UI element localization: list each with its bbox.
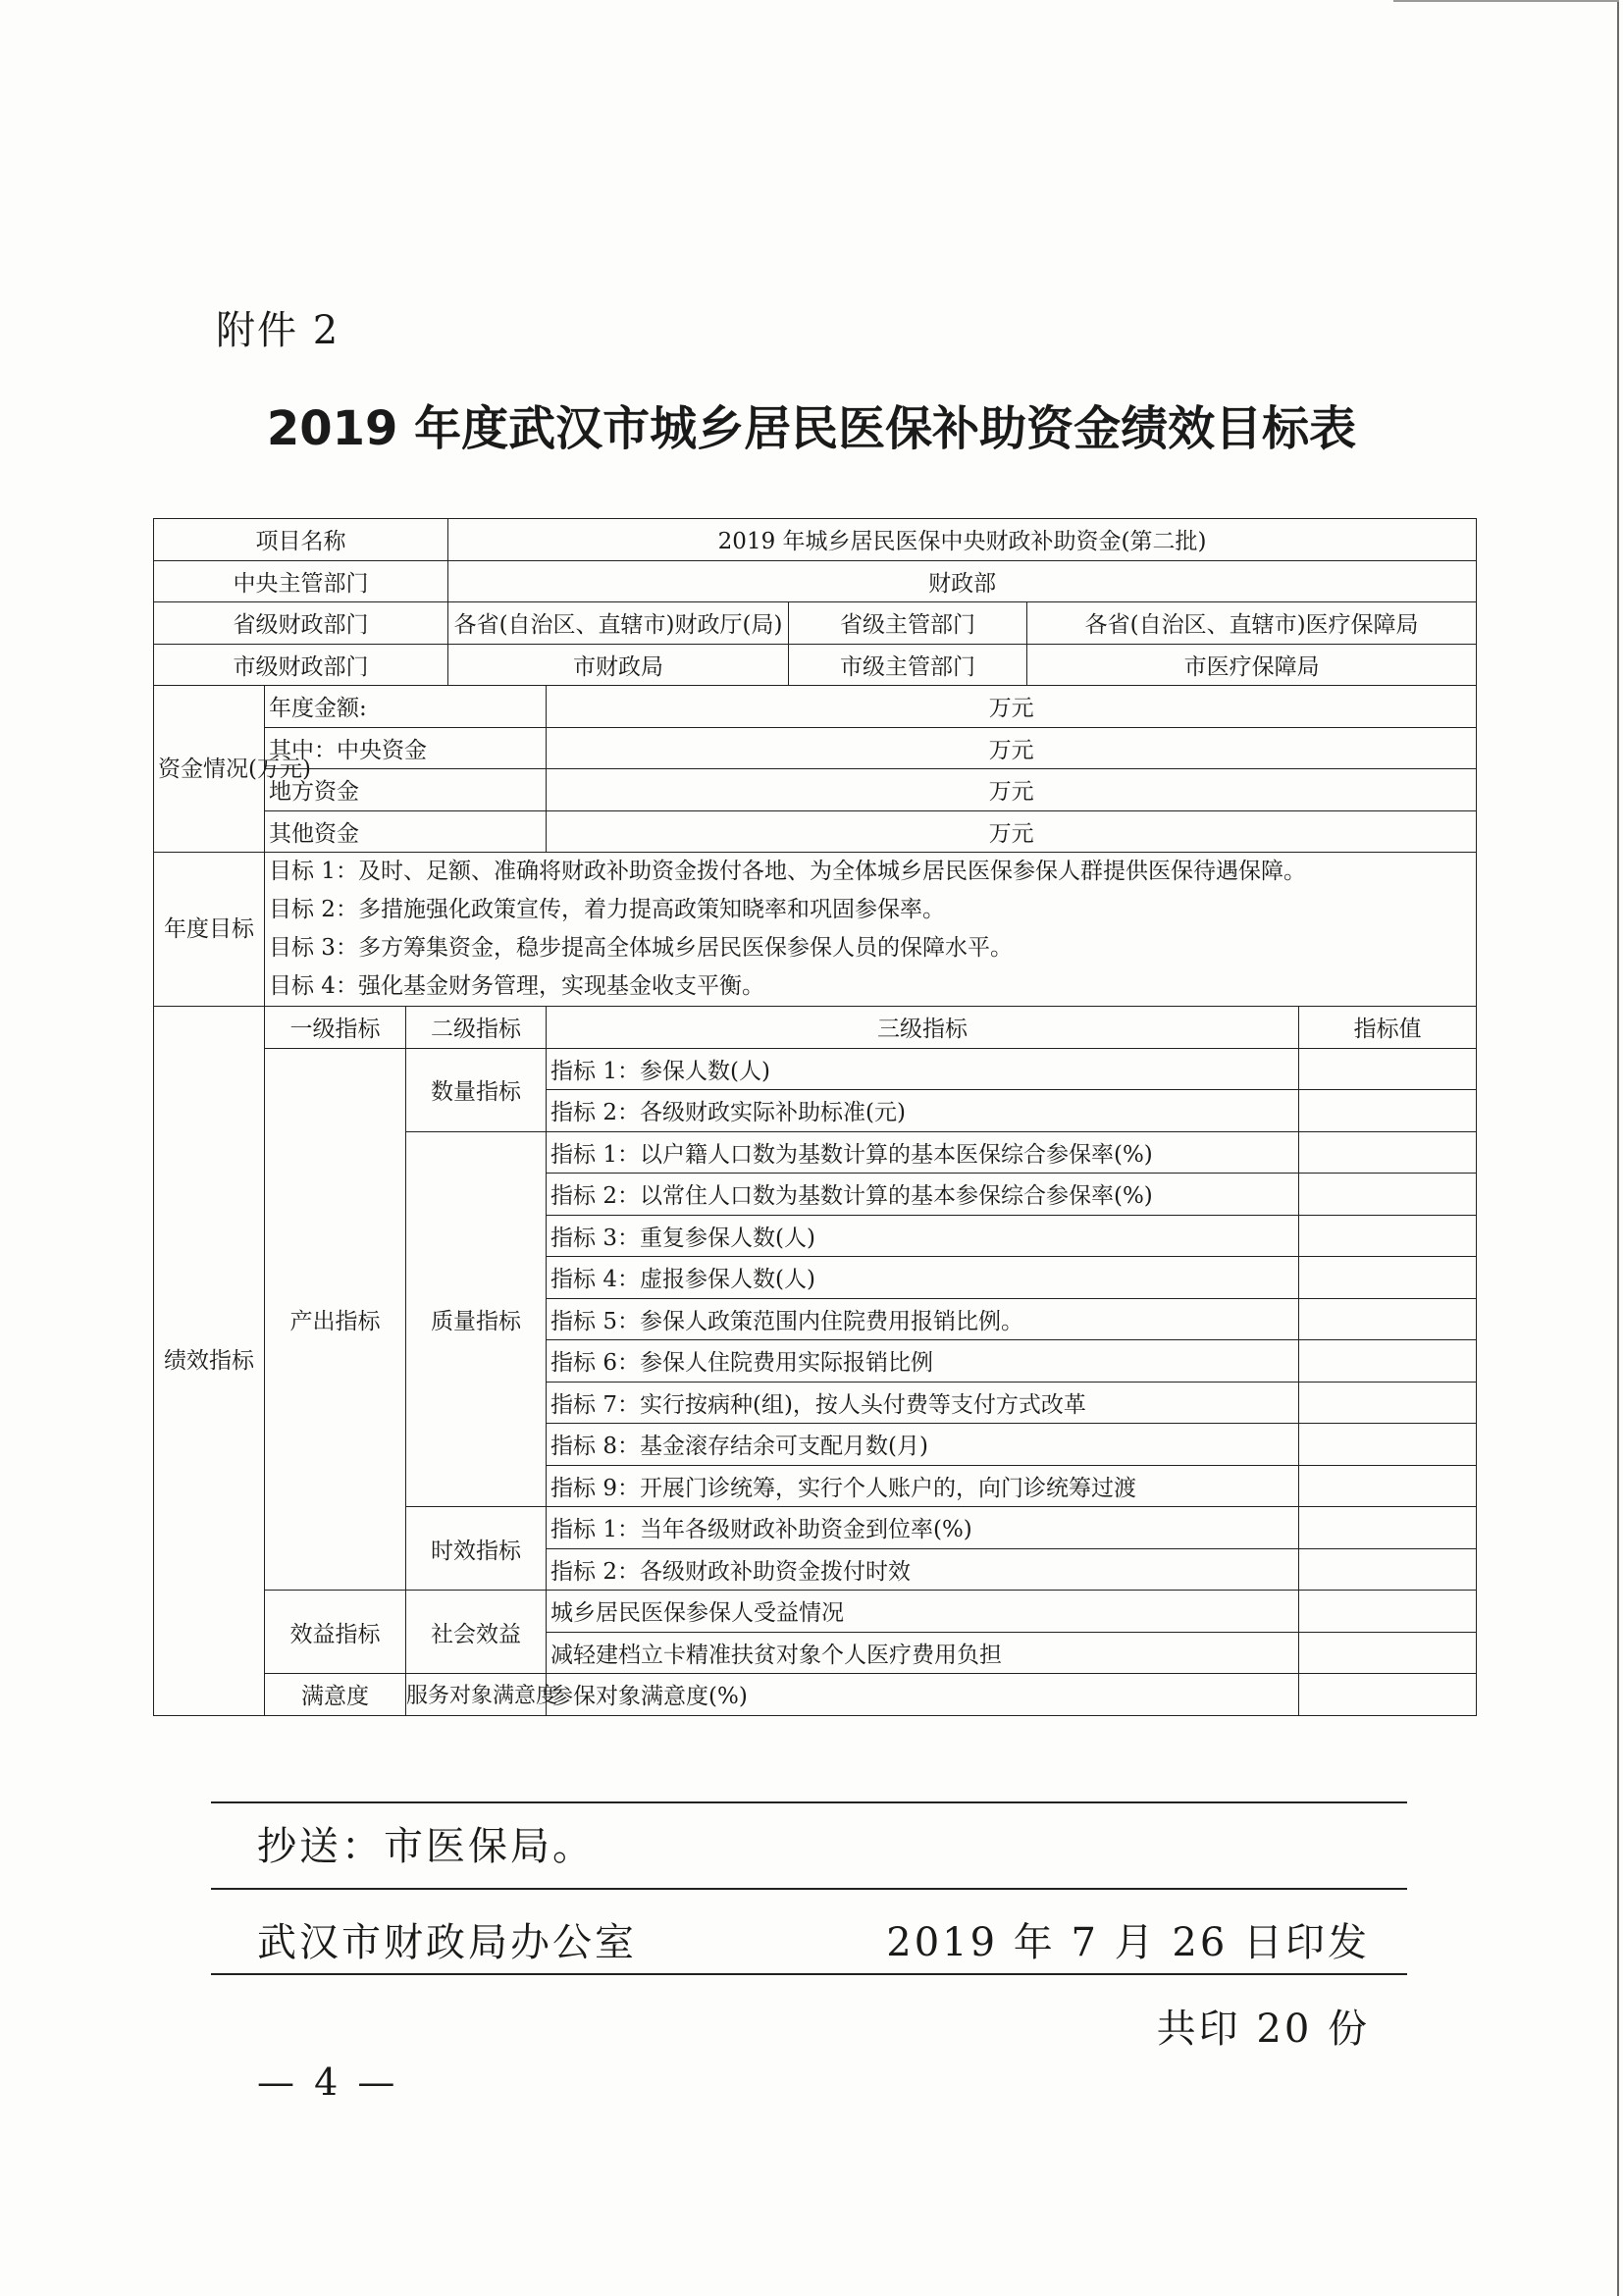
issue-date: 2019 年 7 月 26 日印发 (886, 1920, 1370, 1965)
prov-finance-label: 省级财政部门 (154, 602, 448, 645)
city-dept-value: 市医疗保障局 (1027, 644, 1477, 686)
satisfaction-label: 满意度 (265, 1674, 406, 1716)
footer-rule-middle (211, 1888, 1407, 1890)
quality-item-7: 指标 7：实行按病种(组)，按人头付费等支付方式改革 (547, 1382, 1299, 1424)
indicator-value-cell (1299, 1674, 1477, 1716)
central-dept-label: 中央主管部门 (154, 560, 448, 602)
funds-central-value: 万元 (547, 727, 1477, 769)
performance-target-table (153, 518, 1477, 1716)
indicator-value-cell (1299, 1424, 1477, 1466)
project-name-value: 2019 年城乡居民医保中央财政补助资金(第二批) (448, 519, 1477, 561)
funds-annual-value: 万元 (547, 686, 1477, 728)
funds-central-label: 其中：中央资金 (265, 727, 547, 769)
quality-item-5: 指标 5：参保人政策范围内住院费用报销比例。 (547, 1298, 1299, 1340)
header-level1: 一级指标 (265, 1007, 406, 1049)
social-item-2: 减轻建档立卡精准扶贫对象个人医疗费用负担 (547, 1632, 1299, 1674)
quantity-item-2: 指标 2：各级财政实际补助标准(元) (547, 1090, 1299, 1132)
goal-3: 目标 3：多方筹集资金，稳步提高全体城乡居民医保参保人员的保障水平。 (269, 935, 1013, 961)
timeliness-indicators-label: 时效指标 (406, 1507, 547, 1591)
city-finance-label: 市级财政部门 (154, 644, 448, 686)
indicator-value-cell (1299, 1382, 1477, 1424)
quantity-item-1: 指标 1：参保人数(人) (547, 1048, 1299, 1090)
social-benefit-label: 社会效益 (406, 1591, 547, 1674)
prov-dept-value: 各省(自治区、直辖市)医疗保障局 (1027, 602, 1477, 645)
indicator-value-cell (1299, 1090, 1477, 1132)
indicator-value-cell (1299, 1548, 1477, 1591)
service-satisfaction-label: 服务对象满意度 (406, 1674, 547, 1716)
performance-indicators-label: 绩效指标 (154, 1007, 265, 1716)
city-dept-label: 市级主管部门 (789, 644, 1027, 686)
indicator-value-cell (1299, 1465, 1477, 1507)
footer-rule-bottom (211, 1973, 1407, 1975)
benefit-indicators-label: 效益指标 (265, 1591, 406, 1674)
quality-indicators-label: 质量指标 (406, 1131, 547, 1507)
annual-goals-cell (265, 853, 1477, 1007)
indicator-value-cell (1299, 1215, 1477, 1257)
timeliness-item-1: 指标 1：当年各级财政补助资金到位率(%) (547, 1507, 1299, 1549)
city-finance-value: 市财政局 (448, 644, 789, 686)
annual-goals-label: 年度目标 (154, 853, 265, 1007)
funds-other-value: 万元 (547, 810, 1477, 853)
satisfaction-item-1: 参保对象满意度(%) (547, 1674, 1299, 1716)
goal-1: 目标 1：及时、足额、准确将财政补助资金拨付各地、为全体城乡居民医保参保人群提供医保待遇保障。 (269, 859, 1306, 884)
indicator-value-cell (1299, 1507, 1477, 1549)
funds-label: 资金情况(万元) (154, 686, 265, 853)
quality-item-4: 指标 4：虚报参保人数(人) (547, 1257, 1299, 1299)
project-name-label: 项目名称 (154, 519, 448, 561)
header-level2: 二级指标 (406, 1007, 547, 1049)
copies-count: 共印 20 份 (1156, 2007, 1370, 2052)
indicator-value-cell (1299, 1298, 1477, 1340)
page-title: 2019 年度武汉市城乡居民医保补助资金绩效目标表 (266, 401, 1357, 456)
central-dept-value: 财政部 (448, 560, 1477, 602)
prov-finance-value: 各省(自治区、直辖市)财政厅(局) (448, 602, 789, 645)
quality-item-2: 指标 2：以常住人口数为基数计算的基本参保综合参保率(%) (547, 1174, 1299, 1216)
funds-local-value: 万元 (547, 769, 1477, 811)
indicator-value-cell (1299, 1131, 1477, 1174)
scan-edge-top (1393, 0, 1619, 2)
indicator-value-cell (1299, 1591, 1477, 1633)
indicator-value-cell (1299, 1257, 1477, 1299)
funds-local-label: 地方资金 (265, 769, 547, 811)
header-value: 指标值 (1299, 1007, 1477, 1049)
indicator-value-cell (1299, 1632, 1477, 1674)
scan-edge-right (1617, 0, 1619, 2296)
page-number: — 4 — (257, 2061, 399, 2104)
issuing-office: 武汉市财政局办公室 (257, 1920, 637, 1965)
header-level3: 三级指标 (547, 1007, 1299, 1049)
footer-rule-top (211, 1801, 1407, 1803)
quality-item-8: 指标 8：基金滚存结余可支配月数(月) (547, 1424, 1299, 1466)
output-indicators-label: 产出指标 (265, 1048, 406, 1591)
attachment-label: 附件 2 (216, 308, 340, 353)
indicator-value-cell (1299, 1174, 1477, 1216)
quality-item-3: 指标 3：重复参保人数(人) (547, 1215, 1299, 1257)
goal-2: 目标 2：多措施强化政策宣传，着力提高政策知晓率和巩固参保率。 (269, 897, 945, 922)
funds-annual-label: 年度金额: (265, 686, 547, 728)
indicator-value-cell (1299, 1340, 1477, 1383)
prov-dept-label: 省级主管部门 (789, 602, 1027, 645)
goal-4: 目标 4：强化基金财务管理，实现基金收支平衡。 (269, 973, 764, 999)
timeliness-item-2: 指标 2：各级财政补助资金拨付时效 (547, 1548, 1299, 1591)
funds-other-label: 其他资金 (265, 810, 547, 853)
quality-item-1: 指标 1：以户籍人口数为基数计算的基本医保综合参保率(%) (547, 1131, 1299, 1174)
quality-item-9: 指标 9：开展门诊统筹，实行个人账户的，向门诊统筹过渡 (547, 1465, 1299, 1507)
social-item-1: 城乡居民医保参保人受益情况 (547, 1591, 1299, 1633)
quality-item-6: 指标 6：参保人住院费用实际报销比例 (547, 1340, 1299, 1383)
quantity-indicators-label: 数量指标 (406, 1048, 547, 1131)
indicator-value-cell (1299, 1048, 1477, 1090)
cc-line: 抄送：市医保局。 (257, 1824, 595, 1869)
